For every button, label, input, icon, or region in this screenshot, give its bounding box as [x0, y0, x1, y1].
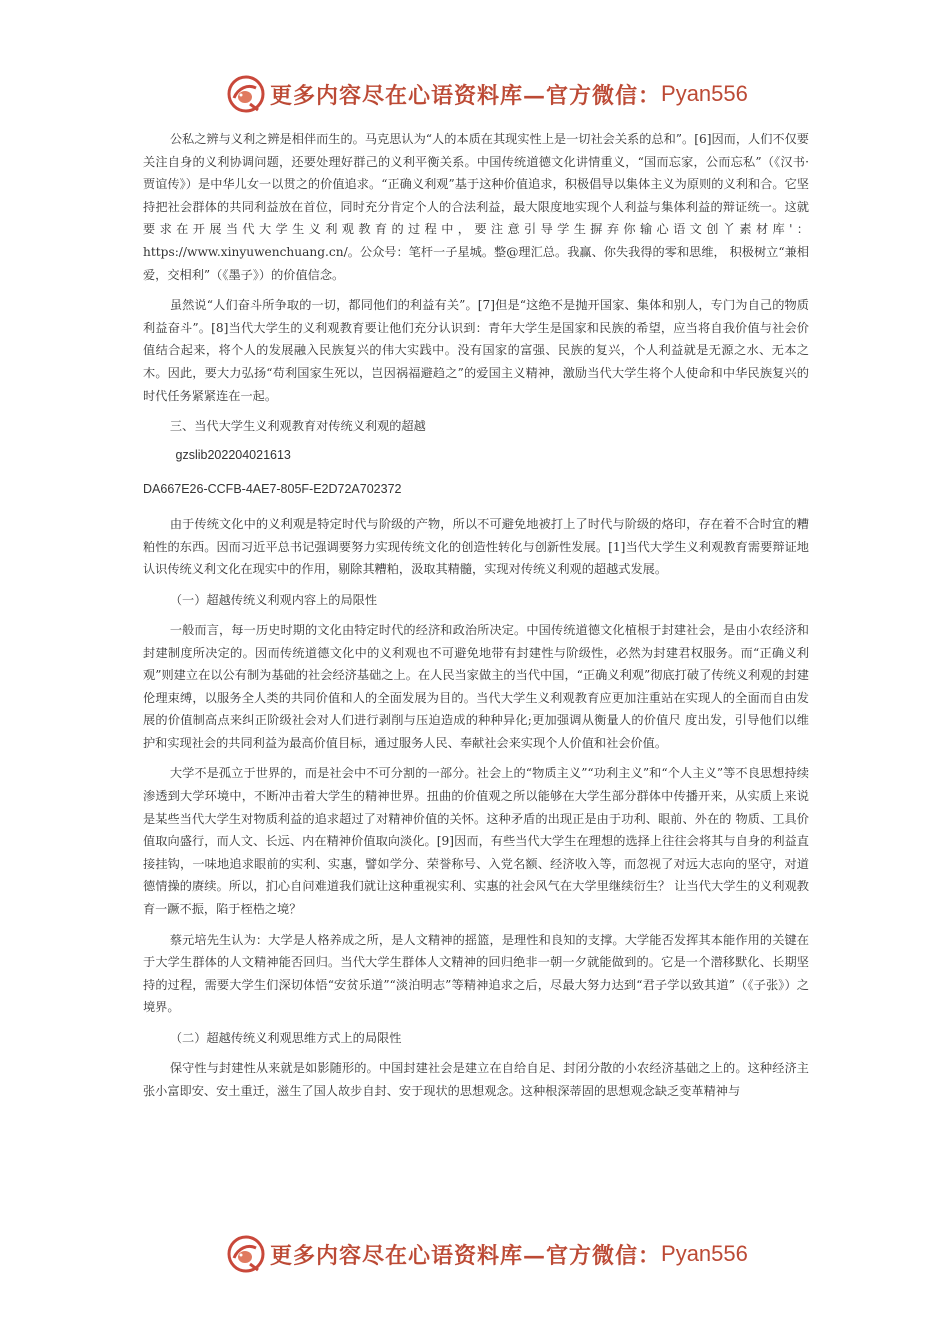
bottom-watermark-banner: [0, 1232, 950, 1276]
document-guid: DA667E26-CCFB-4AE7-805F-E2D72A702372: [143, 482, 402, 497]
section-heading-3: 三、当代大学生义利观教育对传统义利观的超越: [169, 419, 426, 434]
paragraph-6: 蔡元培先生认为：大学是人格养成之所，是人文精神的摇篮，是理性和良知的支撑。大学能否发挥其本能作用的关键在于大学生群体的人文精神能否回归。当代大学生群体人文精神的回归绝非一朝一夕就能做到的。它是一个潜移默化、长期坚持的过程，需要大学生们深切体悟“安贫乐道”“淡泊明志”等精神追求之后，尽最大努力达到“君子学以致其道”（《子张》）之境界。: [143, 932, 809, 1015]
paragraph-5: 大学不是孤立于世界的，而是社会中不可分割的一部分。社会上的“物质主义”“功利主义”和“个人主义”等不良思想持续渗透到大学环境中，不断冲击着大学生的精神世界。扭曲的价值观之所以能够在大学生部分群体中传播开来，从实质上来说是某些当代大学生对物质利益的追求超过了对精神价值的关怀。这种矛盾的出现正是由于功利、眼前、外在的 物质、工具价值取向盛行，而人文、长远、内在精神价值取向淡化。[9]因而，有些当代大学生在理想的选择上往往会将其与自身的利益直接挂钩，一味地追求眼前的实利、实惠，譬如学分、荣誉称号、入党名额、经济收入等，而忽视了对远大志向的坚守，对道德情操的赓续。所以，扪心自问难道我们就让这种重视实利、实惠的社会风气在大学里继续衍生？ 让当代大学生的义利观教育一蹶不振，陷于桎梏之境？: [143, 766, 809, 917]
paragraph-4: 一般而言，每一历史时期的文化由特定时代的经济和政治所决定。中国传统道德文化植根于封建社会，是由小农经济和封建制度所决定的。因而传统道德文化中的义利观也不可避免地带有封建性与阶级性，必然为封建君权服务。而“正确义利观”则建立在以公有制为基础的社会经济基础之上。在人民当家做主的当代中国，“正确义利观”彻底打破了传统义利观的封建伦理束缚，以服务全人类的共同价值和人的全面发展为目的。当代大学生义利观教育应更加注重站在实现人的全面而自由发展的价值制高点来纠正阶级社会对人们进行剥削与压迫造成的种种异化;更加强调从衡量人的价值尺 度出发，引导他们以维护和实现社会的共同利益为最高价值目标，通过服务人民、奉献社会来实现个人价值和社会价值。: [143, 622, 809, 750]
banner-wechat-id: Pyan556: [661, 81, 748, 106]
paragraph-1: 公私之辨与义利之辨是相伴而生的。马克思认为“人的本质在其现实性上是一切社会关系的总和”。[6]因而，人们不仅要关注自身的义利协调问题，还要处理好群己的义利平衡关系。中国传统道德文化讲情重义，“国而忘家，公而忘私”（《汉书·贾谊传》）是中华儿女一以贯之的价值追求。“正确义利观”基于这种价值追求，积极倡导以集体主义为原则的义利和合。它坚持把社会群体的共同利益放在首位，同时充分肯定个人的合法利益，最大限度地实现个人利益与集体利益的辩证统一。这就要求在开展当代大学生义利观教育的过程中，要注意引导学生摒弃你输心语文创丫素材库'：https://www.xinyuwenchuang.cn/。公众号：笔杆一子星城。整@理汇总。我赢、你失我得的零和思维， 积极树立“兼相爱，交相利”（《墨子》）的价值信念。: [143, 132, 810, 282]
paragraph-3: 由于传统文化中的义利观是特定时代与阶级的产物，所以不可避免地被打上了时代与阶级的烙印，存在着不合时宜的糟粕性的东西。因而习近平总书记强调要努力实现传统文化的创造性转化与创新性发展。[1]当代大学生义利观教育需要辩证地认识传统义利文化在现实中的作用，剔除其糟粕，汲取其精髓，实现对传统义利观的超越式发展。: [143, 517, 809, 577]
banner-title: 更多内容尽在心语资料库—官方微信：: [270, 82, 662, 109]
paragraph-7: 保守性与封建性从来就是如影随形的。中国封建社会是建立在自给自足、封闭分散的小农经济基础之上的。这种经济主张小富即安、安土重迁，滋生了国人故步自封、安于现状的思想观念。这种根深蒂固的思想观念缺乏变革精神与: [143, 1061, 809, 1098]
subsection-heading-2: （二）超越传统义利观思维方式上的局限性: [169, 1031, 402, 1045]
subsection-heading-1: （一）超越传统义利观内容上的局限性: [169, 592, 378, 607]
sheep-logo-icon: [226, 74, 266, 114]
banner-title: 更多内容尽在心语资料库—官方微信：: [270, 1242, 662, 1269]
paragraph-2: 虽然说“人们奋斗所争取的一切，都同他们的利益有关”。[7]但是“这绝不是抛开国家、集体和别人，专门为自己的物质利益奋斗”。[8]当代大学生的义利观教育要让他们充分认识到：青年大学生是国家和民族的希望，应当将自我价值与社会价值结合起来，将个人的发展融入民族复兴的伟大实践中。没有国家的富强、民族的复兴，个人利益就是无源之水、无本之木。因此，要大力弘扬“苟利国家生死以，岂因祸福避趋之”的爱国主义精神，激励当代大学生将个人使命和中华民族复兴的时代任务紧紧连在一起。: [143, 298, 809, 403]
sheep-logo-icon: [226, 1234, 266, 1274]
banner-wechat-id: Pyan556: [661, 1241, 748, 1266]
top-watermark-banner: [0, 72, 950, 116]
document-code: gzslib202204021613: [175, 448, 291, 463]
article-body: [143, 128, 809, 1110]
